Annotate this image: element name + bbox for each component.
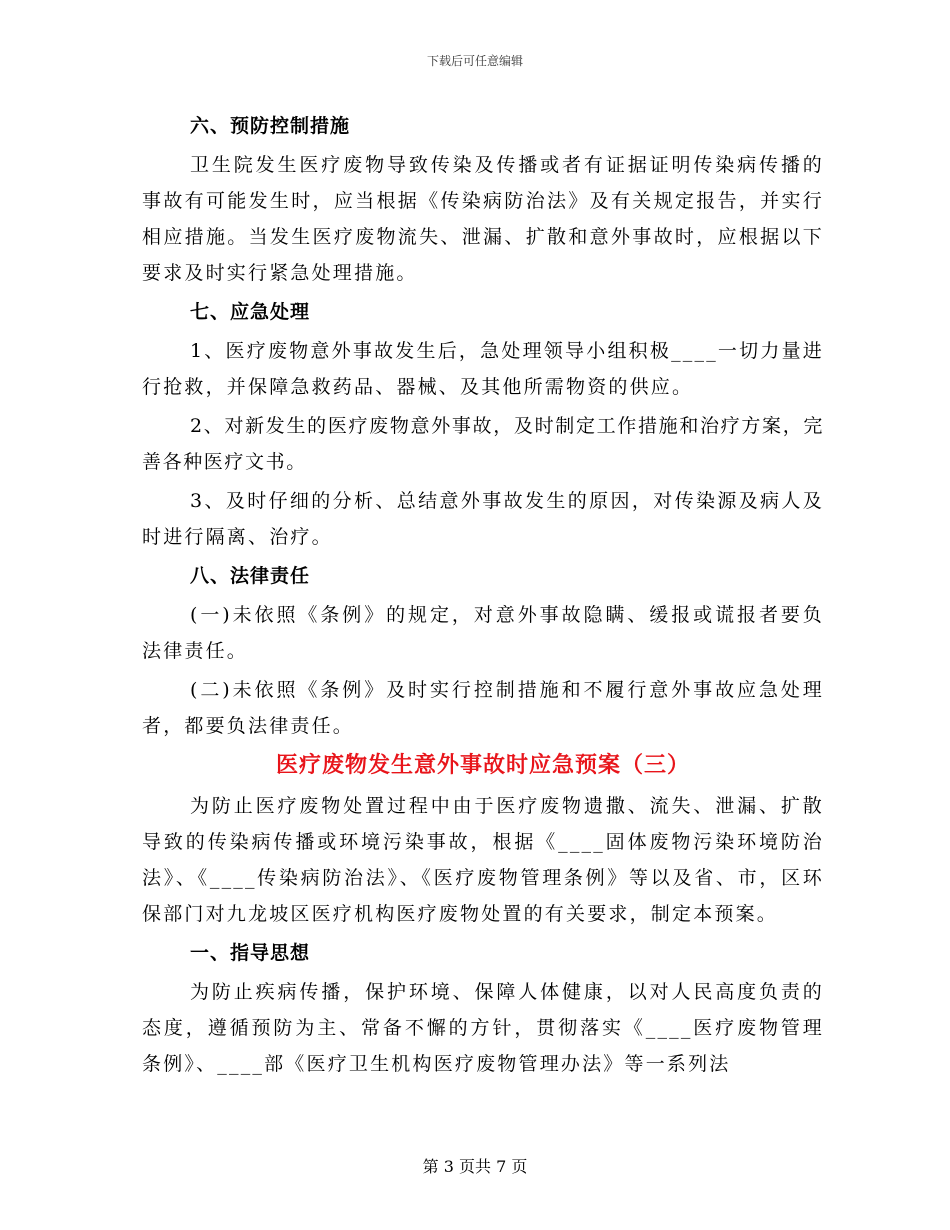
document-body bbox=[142, 108, 824, 1085]
paragraph-guiding-ideology: 为防止疾病传播，保护环境、保障人体健康，以对人民高度负责的态度，遵循预防为主、常备不懈的方针，贯彻落实《____医疗废物管理条例》、____部《医疗卫生机构医疗废物管理办法》等一系列法 bbox=[142, 981, 824, 1075]
plan-title: 医疗废物发生意外事故时应急预案（三） bbox=[275, 753, 690, 778]
paragraph-emergency-3: 3、及时仔细的分析、总结意外事故发生的原因，对传染源及病人及时进行隔离、治疗。 bbox=[142, 490, 824, 548]
paragraph-legal-2: (二)未依照《条例》及时实行控制措施和不履行意外事故应急处理者，都要负法律责任。 bbox=[142, 679, 824, 737]
paragraph-emergency-2: 2、对新发生的医疗废物意外事故，及时制定工作措施和治疗方案，完善各种医疗文书。 bbox=[142, 415, 824, 473]
paragraph-prevention: 卫生院发生医疗废物导致传染及传播或者有证据证明传染病传播的事故有可能发生时，应当根据《传染病防治法》及有关规定报告，并实行相应措施。当发生医疗废物流失、泄漏、扩散和意外事故时，应根据以下要求及时实行紧急处理措施。 bbox=[142, 154, 824, 284]
paragraph-legal-1: (一)未依照《条例》的规定，对意外事故隐瞒、缓报或谎报者要负法律责任。 bbox=[142, 604, 824, 662]
section-heading-legal: 八、法律责任 bbox=[190, 565, 311, 587]
page-footer: 第 3 页共 7 页 bbox=[422, 1157, 528, 1176]
paragraph-plan-intro: 为防止医疗废物处置过程中由于医疗废物遗撒、流失、泄漏、扩散导致的传染病传播或环境污染事故，根据《____固体废物污染环境防治法》、《____传染病防治法》、《医疗废物管理条例》等以及省、市，区环保部门对九龙坡区医疗机构医疗废物处置的有关要求，制定本预案。 bbox=[142, 795, 824, 925]
section-heading-guiding-ideology: 一、指导思想 bbox=[190, 942, 311, 964]
section-heading-prevention: 六、预防控制措施 bbox=[190, 115, 351, 137]
section-heading-emergency: 七、应急处理 bbox=[190, 301, 311, 323]
paragraph-emergency-1: 1、医疗废物意外事故发生后，急处理领导小组积极____一切力量进行抢救，并保障急救药品、器械、及其他所需物资的供应。 bbox=[142, 340, 824, 398]
page-header: 下载后可任意编辑 bbox=[426, 54, 523, 68]
